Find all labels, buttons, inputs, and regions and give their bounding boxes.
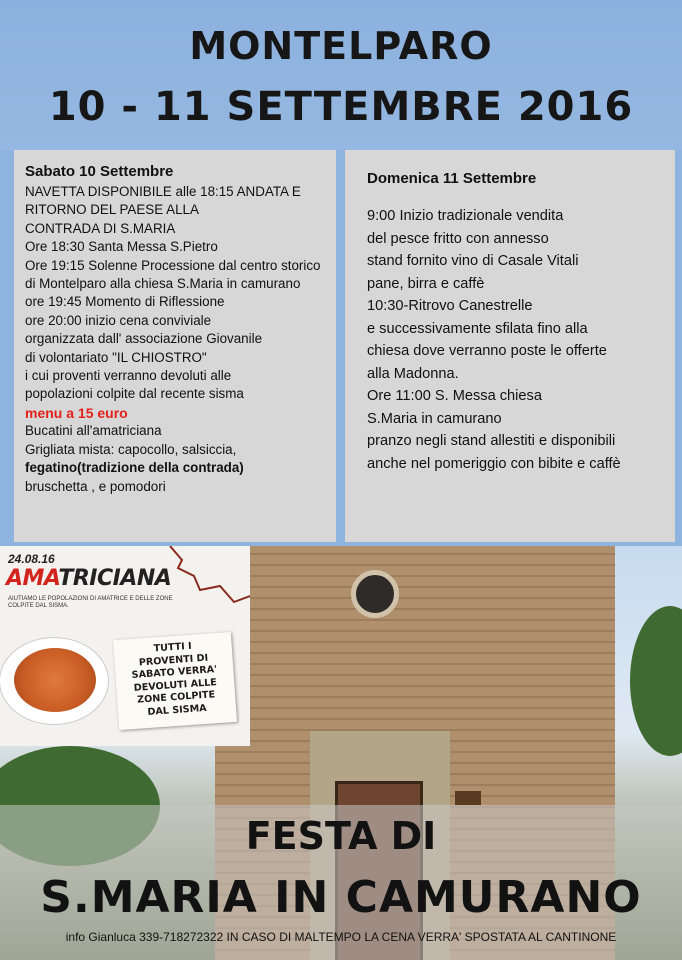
- menu-item-bold: fegatino(tradizione della contrada): [25, 460, 244, 476]
- amatriciana-date: 24.08.16: [8, 552, 55, 566]
- note-line: SABATO VERRA': [131, 664, 218, 681]
- town-title: MONTELPARO: [189, 24, 493, 68]
- saturday-panel: [14, 150, 336, 542]
- sunday-line: stand fornito vino di Casale Vitali: [367, 253, 579, 269]
- saturday-line: di Montelparo alla chiesa S.Maria in camurano: [25, 276, 301, 292]
- sunday-line: chiesa dove verranno poste le offerte: [367, 343, 607, 359]
- sunday-line: anche nel pomeriggio con bibite e caffè: [367, 455, 621, 472]
- festa-title: FESTA DI: [245, 814, 437, 858]
- amatriciana-subtitle: AIUTIAMO LE POPOLAZIONI DI AMATRICE E DELLE ZONE COLPITE DAL SISMA.: [8, 596, 173, 609]
- saturday-line: ore 20:00 inizio cena conviviale: [25, 312, 212, 328]
- saturday-program: [25, 183, 332, 404]
- saturday-line: RITORNO DEL PAESE ALLA: [25, 202, 199, 218]
- saturday-line: NAVETTA DISPONIBILE alle 18:15 ANDATA E: [25, 184, 301, 199]
- brand-red-part: AMA: [6, 566, 59, 591]
- sunday-line: 10:30-Ritrovo Canestrelle: [367, 298, 533, 314]
- saturday-line: ore 19:45 Momento di Riflessione: [25, 294, 225, 310]
- pasta-image: [14, 648, 96, 712]
- note-line: ZONE COLPITE: [136, 689, 216, 706]
- tree-image: [630, 606, 682, 756]
- sunday-line: Ore 11:00 S. Messa chiesa: [367, 388, 542, 404]
- sunday-panel: [345, 150, 675, 542]
- sunday-line: pranzo negli stand allestiti e disponibili: [367, 433, 616, 449]
- note-line: TUTTI I: [153, 640, 193, 655]
- saturday-line: organizzata dall' associazione Giovanile: [25, 331, 263, 347]
- sunday-line: alla Madonna.: [367, 365, 459, 382]
- place-title: S.MARIA IN CAMURANO: [40, 872, 642, 923]
- amatriciana-box: [0, 546, 250, 746]
- menu-item: Bucatini all'amatriciana: [25, 423, 162, 439]
- sunday-line: S.Maria in camurano: [367, 410, 502, 427]
- brand-rest-part: TRICIANA: [58, 566, 172, 591]
- note-line: DAL SISMA: [147, 702, 207, 718]
- saturday-line: di volontariato "IL CHIOSTRO": [25, 349, 207, 365]
- sunday-line: e successivamente sfilata fino alla: [367, 320, 588, 337]
- donation-note: [113, 632, 237, 730]
- header-band: [0, 0, 682, 150]
- note-line: PROVENTI DI: [138, 652, 209, 668]
- saturday-heading: Sabato 10 Settembre: [25, 163, 174, 180]
- note-line: DEVOLUTI ALLE: [133, 676, 218, 694]
- amatriciana-brand: [6, 566, 171, 591]
- sunday-line: del pesce fritto con annesso: [367, 230, 549, 247]
- event-dates: 10 - 11 SETTEMBRE 2016: [48, 84, 634, 130]
- menu-item: Grigliata mista: capocollo, salsiccia,: [25, 441, 237, 457]
- saturday-line: i cui proventi verranno devoluti alle: [25, 368, 232, 384]
- menu-item: bruschetta , e pomodori: [25, 478, 166, 494]
- saturday-line: CONTRADA DI S.MARIA: [25, 220, 176, 236]
- sunday-line: 9:00 Inizio tradizionale vendita: [367, 208, 564, 224]
- saturday-line: Ore 18:30 Santa Messa S.Pietro: [25, 239, 218, 255]
- sunday-heading: Domenica 11 Settembre: [367, 170, 537, 187]
- saturday-line: Ore 19:15 Solenne Processione dal centro storico: [25, 257, 321, 273]
- sunday-line: pane, birra e caffè: [367, 275, 485, 292]
- saturday-line: popolazioni colpite dal recente sisma: [25, 386, 244, 402]
- round-window: [351, 570, 399, 618]
- plaque: [455, 791, 481, 805]
- contact-info: info Gianluca 339-718272322 IN CASO DI MALTEMPO LA CENA VERRA' SPOSTATA AL CANTINONE: [65, 930, 617, 944]
- menu-price: menu a 15 euro: [25, 404, 128, 421]
